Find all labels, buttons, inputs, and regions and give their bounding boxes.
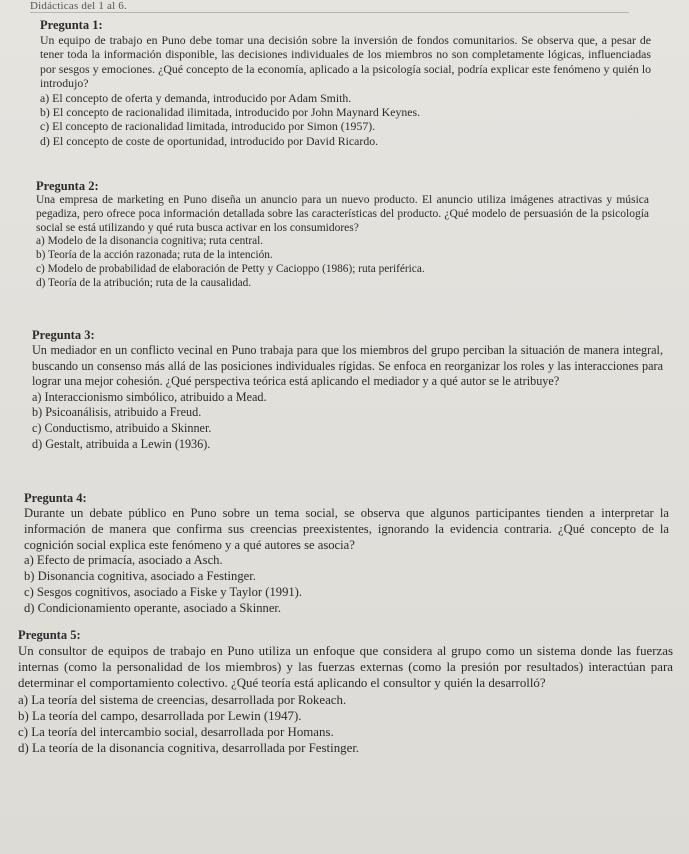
option-a: a) Efecto de primacía, asociado a Asch. bbox=[24, 553, 223, 568]
question-title: Pregunta 3: bbox=[32, 328, 95, 342]
option-c: c) El concepto de racionalidad limitada, introducido por Simon (1957). bbox=[40, 119, 376, 134]
option-a: a) Interaccionismo simbólico, atribuido a Mead. bbox=[32, 389, 267, 404]
option-d: d) Condicionamiento operante, asociado a Skinner. bbox=[24, 600, 282, 615]
question-title: Pregunta 1: bbox=[40, 18, 103, 32]
option-c: c) Sesgos cognitivos, asociado a Fiske y Taylor (1991). bbox=[24, 584, 303, 599]
option-d: d) El concepto de coste de oportunidad, introducido por David Ricardo. bbox=[40, 133, 379, 148]
question-text: Un mediador en un conflicto vecinal en Puno trabaja para que los miembros del grupo perciban la situación de manera integral, buscando un consenso más allá de las posiciones individuales rígidas. Se enfoca en reorganizar los roles y las interacciones para lograr una mejor cohesión. ¿Qué perspectiva teórica está aplicando el mediador y a qué autor se le atribuye? bbox=[32, 343, 663, 389]
option-d: d) Teoría de la atribución; ruta de la causalidad. bbox=[36, 276, 252, 289]
option-b: b) La teoría del campo, desarrollada por Lewin (1947). bbox=[18, 708, 302, 723]
option-d: d) Gestalt, atribuida a Lewin (1936). bbox=[32, 436, 211, 451]
question-4 bbox=[24, 491, 669, 617]
option-c: c) La teoría del intercambio social, desarrollada por Homans. bbox=[18, 725, 334, 740]
question-title: Pregunta 4: bbox=[24, 491, 87, 505]
option-b: b) El concepto de racionalidad ilimitada, introducido por John Maynard Keynes. bbox=[40, 105, 421, 120]
option-a: a) La teoría del sistema de creencias, desarrollada por Rokeach. bbox=[18, 692, 347, 707]
option-a: a) El concepto de oferta y demanda, introducido por Adam Smith. bbox=[40, 90, 352, 105]
question-text: Una empresa de marketing en Puno diseña un anuncio para un nuevo producto. El anuncio utiliza imágenes atractivas y música pegadiza, pero ofrece poca información detallada sobre las características del producto. ¿Qué modelo de persuasión de la psicología social se está utilizando y qué ruta busca activar en los consumidores? bbox=[36, 194, 649, 234]
page-header: Didácticas del 1 al 6. bbox=[30, 0, 127, 12]
option-a: a) Modelo de la disonancia cognitiva; ruta central. bbox=[36, 235, 264, 248]
question-text: Un equipo de trabajo en Puno debe tomar una decisión sobre la inversión de fondos comunitarios. Se observa que, a pesar de tener toda la información disponible, las decisiones individuales de los miembros no son completamente lógicas, influenciadas por sesgos y emociones. ¿Qué concepto de la economía, aplicado a la psicología social, podría explicar este fenómeno y quién lo introdujo? bbox=[40, 33, 651, 91]
question-2 bbox=[36, 179, 649, 291]
option-b: b) Psicoanálisis, atribuido a Freud. bbox=[32, 405, 202, 420]
option-c: c) Modelo de probabilidad de elaboración de Petty y Cacioppo (1986); ruta periférica. bbox=[36, 262, 425, 275]
option-b: b) Disonancia cognitiva, asociado a Festinger. bbox=[24, 569, 256, 584]
question-text: Durante un debate público en Puno sobre un tema social, se observa que algunos participantes tienden a interpretar la información de manera que confirma sus creencias preexistentes, ignorando la evidencia contraria. ¿Qué concepto de la cognición social explica este fenómeno y a qué autores se asocia? bbox=[24, 506, 669, 552]
header-divider bbox=[30, 12, 629, 13]
question-text: Un consultor de equipos de trabajo en Puno utiliza un enfoque que considera al grupo como un sistema donde las fuerzas internas (como la personalidad de los miembros) y las fuerzas externas (como la presión por resultados) interactúan para determinar el comportamiento colectivo. ¿Qué teoría está aplicando el consultor y quién la desarrolló? bbox=[18, 644, 673, 691]
option-c: c) Conductismo, atribuido a Skinner. bbox=[32, 420, 212, 435]
option-b: b) Teoría de la acción razonada; ruta de la intención. bbox=[36, 249, 273, 262]
option-d: d) La teoría de la disonancia cognitiva, desarrollada por Festinger. bbox=[18, 741, 360, 756]
question-5 bbox=[18, 628, 673, 756]
question-3 bbox=[32, 328, 663, 452]
question-1 bbox=[40, 18, 651, 148]
question-title: Pregunta 2: bbox=[36, 179, 99, 193]
question-title: Pregunta 5: bbox=[18, 628, 81, 642]
